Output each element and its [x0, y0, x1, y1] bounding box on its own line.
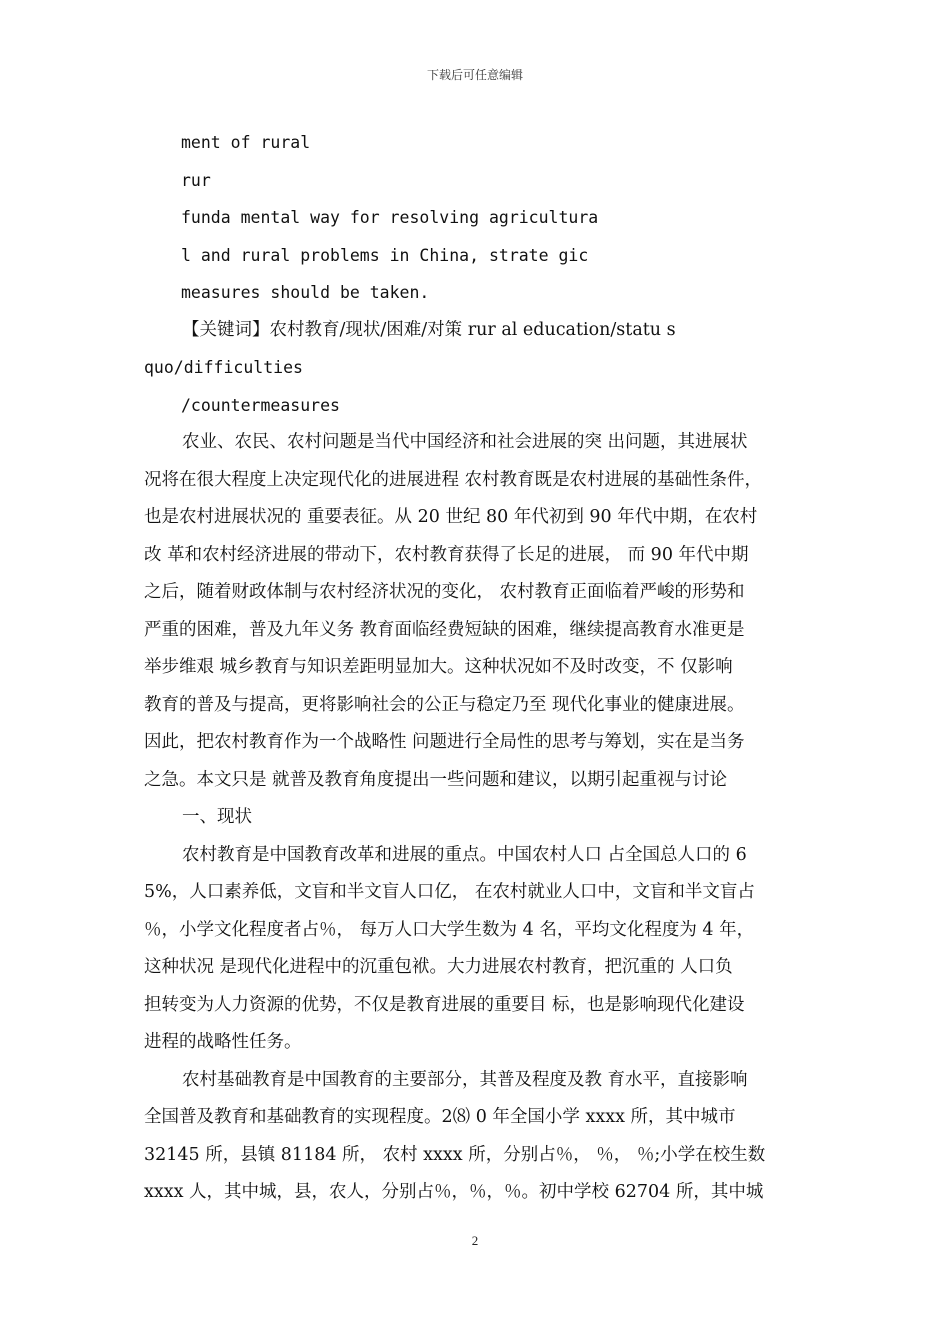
paragraph-line: ％，小学文化程度者占％， 每万人口大学生数为 4 名，平均文化程度为 4 年，: [144, 919, 755, 940]
paragraph-line: 之急。本文只是 就普及教育角度提出一些问题和建议，以期引起重视与讨论: [144, 769, 728, 790]
paragraph-line: 举步维艰 城乡教育与知识差距明显加大。这种状况如不及时改变，不 仅影响: [144, 657, 733, 677]
paragraph-line: 5%，人口素养低，文盲和半文盲人口亿， 在农村就业人口中，文盲和半文盲占: [144, 882, 755, 902]
paragraph-line: 这种状况 是现代化进程中的沉重包袱。大力进展农村教育，把沉重的 人口负: [144, 957, 733, 977]
paragraph-line: 农村教育是中国教育改革和进展的重点。中国农村人口 占全国总人口的 6: [182, 844, 747, 865]
abstract-line: l and rural problems in China, strate gic: [181, 245, 589, 265]
paragraph-line: 进程的战略性任务。: [144, 1032, 302, 1052]
abstract-line: funda mental way for resolving agricultura: [181, 208, 599, 227]
paragraph-line: 因此，把农村教育作为一个战略性 问题进行全局性的思考与筹划，实在是当务: [144, 732, 745, 752]
section-heading: 一、现状: [182, 807, 252, 827]
paragraph-line: xxxx 人，其中城，县，农人，分别占％，％，％。初中学校 62704 所，其中城: [144, 1182, 764, 1202]
paragraph-line: 农村基础教育是中国教育的主要部分，其普及程度及教 育水平，直接影响: [182, 1069, 748, 1090]
paragraph-line: 农业、农民、农村问题是当代中国经济和社会进展的突 出问题，其进展状: [182, 432, 748, 452]
page-number: 2: [471, 1233, 479, 1248]
paragraph-line: 全国普及教育和基础教育的实现程度。2⑻ 0 年全国小学 xxxx 所，其中城市: [144, 1107, 736, 1127]
page-header: 下载后可任意编辑: [426, 68, 523, 82]
document-body: [144, 124, 806, 1212]
keywords-line: /countermeasures: [181, 395, 340, 415]
paragraph-line: 也是农村进展状况的 重要表征。从 20 世纪 80 年代初到 90 年代中期，在农村: [144, 507, 758, 527]
abstract-line: ment of rural: [181, 133, 311, 152]
paragraph-line: 改 革和农村经济进展的带动下，农村教育获得了长足的进展， 而 90 年代中期: [144, 544, 749, 565]
keywords-line: quo/difficulties: [144, 358, 303, 377]
paragraph-line: 严重的困难，普及九年义务 教育面临经费短缺的困难，继续提高教育水准更是: [144, 619, 745, 640]
keywords-line: 【关键词】农村教育/现状/困难/对策 rur al education/statu s: [182, 319, 676, 340]
paragraph-line: 32145 所，县镇 81184 所， 农村 xxxx 所，分别占％， ％， ％;小学在校生数: [144, 1144, 766, 1165]
abstract-line: rur: [181, 170, 211, 190]
paragraph-line: 之后，随着财政体制与农村经济状况的变化， 农村教育正面临着严峻的形势和: [144, 582, 745, 602]
abstract-line: measures should be taken.: [181, 283, 430, 302]
paragraph-line: 担转变为人力资源的优势，不仅是教育进展的重要目 标，也是影响现代化建设: [144, 994, 745, 1015]
paragraph-line: 教育的普及与提高，更将影响社会的公正与稳定乃至 现代化事业的健康进展。: [144, 694, 745, 715]
paragraph-line: 况将在很大程度上决定现代化的进展进程 农村教育既是农村进展的基础性条件，: [144, 469, 763, 490]
